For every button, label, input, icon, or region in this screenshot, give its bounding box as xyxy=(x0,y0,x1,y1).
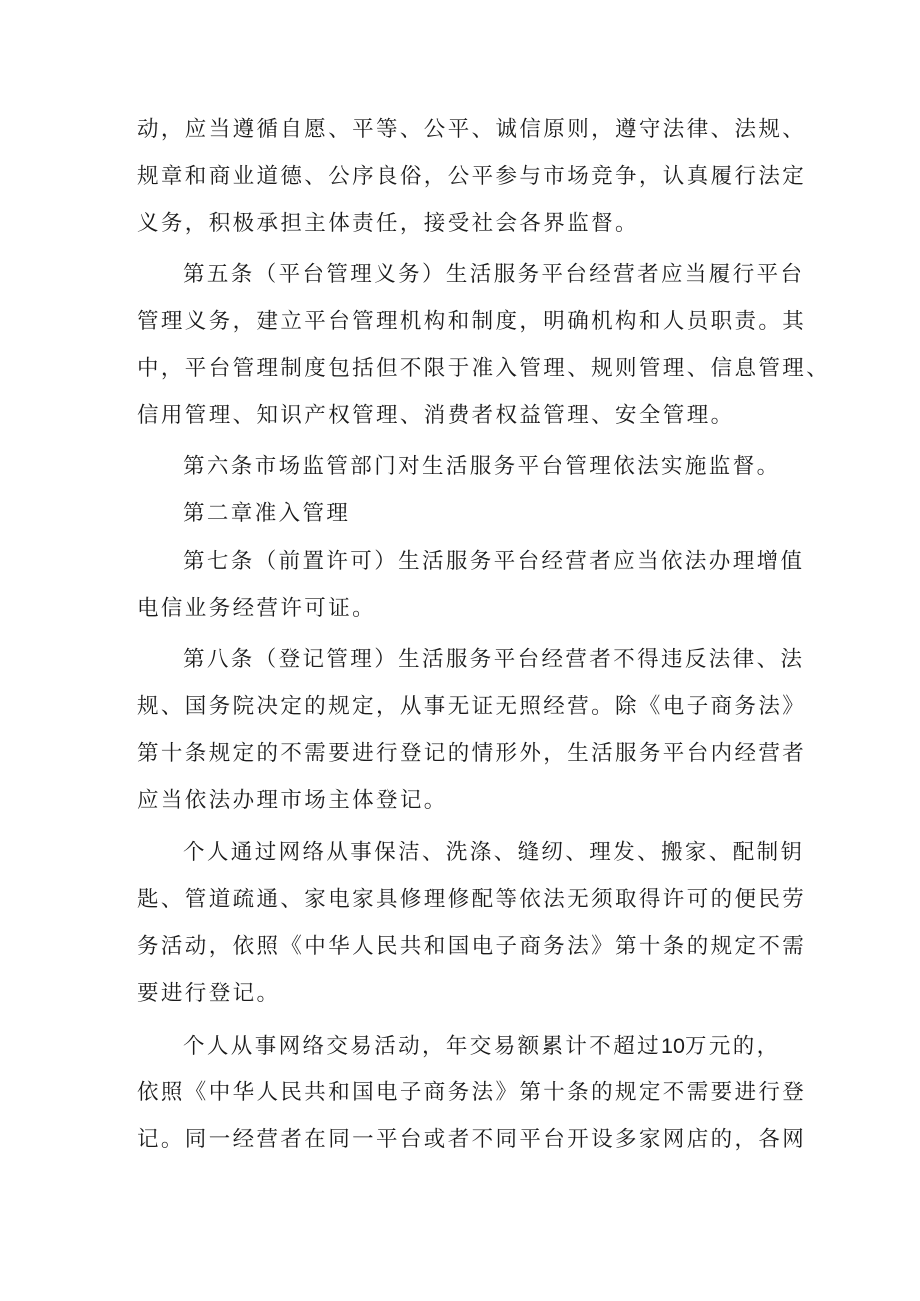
text-line: 匙、管道疏通、家电家具修理修配等依法无须取得许可的便民劳 xyxy=(137,887,807,912)
text-line: 义务，积极承担主体责任，接受社会各界监督。 xyxy=(137,211,639,236)
text-line: 务活动，依照《中华人民共和国电子商务法》第十条的规定不需 xyxy=(137,934,807,959)
paragraph-article-8: 第八条（登记管理）生活服务平台经营者不得违反法律、法 xyxy=(183,647,805,672)
text-line: 信用管理、知识产权管理、消费者权益管理、安全管理。 xyxy=(137,403,735,428)
text-line: 中，平台管理制度包括但不限于准入管理、规则管理、信息管理、 xyxy=(137,356,831,381)
paragraph-article-6: 第六条市场监管部门对生活服务平台管理依法实施监督。 xyxy=(183,454,781,479)
text-line: 动，应当遵循自愿、平等、公平、诚信原则，遵守法律、法规、 xyxy=(137,117,807,142)
text-line: 记。同一经营者在同一平台或者不同平台开设多家网店的，各网 xyxy=(137,1127,807,1152)
text-line: 第十条规定的不需要进行登记的情形外，生活服务平台内经营者 xyxy=(137,741,807,766)
paragraph-article-7: 第七条（前置许可）生活服务平台经营者应当依法办理增值 xyxy=(183,549,805,574)
text-line: 依照《中华人民共和国电子商务法》第十条的规定不需要进行登 xyxy=(137,1080,807,1105)
paragraph-individual-trading xyxy=(183,1031,873,1062)
text-segment: 个人从事网络交易活动，年交易额累计不超过 xyxy=(183,1034,662,1059)
text-line: 管理义务，建立平台管理机构和制度，明确机构和人员职责。其 xyxy=(137,309,807,334)
text-line: 规章和商业道德、公序良俗，公平参与市场竞争，认真履行法定 xyxy=(137,164,807,189)
text-line: 电信业务经营许可证。 xyxy=(137,596,377,621)
text-line: 应当依法办理市场主体登记。 xyxy=(137,788,448,813)
paragraph-article-5: 第五条（平台管理义务）生活服务平台经营者应当履行平台 xyxy=(183,262,805,287)
text-line: 规、国务院决定的规定，从事无证无照经营。除《电子商务法》 xyxy=(137,694,807,719)
text-segment: 万元的， xyxy=(684,1034,781,1059)
text-line: 要进行登记。 xyxy=(137,981,281,1006)
paragraph-individual-services: 个人通过网络从事保洁、洗涤、缝纫、理发、搬家、配制钥 xyxy=(183,840,805,865)
chapter-heading: 第二章准入管理 xyxy=(183,501,351,526)
amount-number: 10 xyxy=(661,1034,685,1058)
